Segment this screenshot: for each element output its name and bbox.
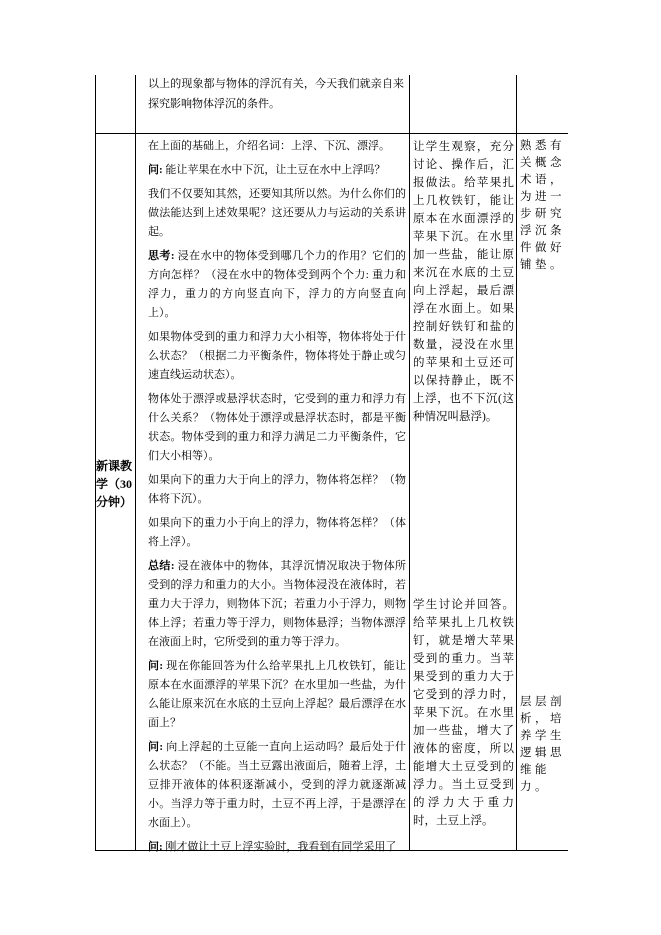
- intro-text: 以上的现象都与物体的浮沉有关，今天我们就亲自来探究影响物体浮沉的条件。: [148, 78, 404, 110]
- design-intent-bottom: 层层剖析，培养学生逻辑思维能力。: [520, 696, 565, 793]
- table-row-divider: [95, 133, 568, 134]
- table-border-intent-col: [516, 75, 517, 851]
- teaching-paragraph: 问: 现在你能回答为什么给苹果扎上几枚铁钉，能让原本在水面漂浮的苹果下沉？在水里加一些盐，为什么能让原来沉在水底的土豆向上浮起？最后漂浮在水面上？: [148, 660, 407, 729]
- teaching-paragraph: 问: 刚才做让土豆上浮实验时，我看到有同学采用了: [148, 841, 397, 853]
- teaching-paragraph: 总结: 浸在液体中的物体，其浮沉情况取决于物体所受到的浮力和重力的大小。当物体浸没在液体时，若重力大于浮力，则物体下沉；若重力小于浮力，则物体上浮；若重力等于浮力，则物体悬浮；当物体漂浮在液面上时，它所受到的重力等于浮力。: [148, 560, 407, 648]
- teaching-paragraph: 如果物体受到的重力和浮力大小相等，物体将处于什么状态？（根据二力平衡条件，物体将处于静止或匀速直线运动状态）。: [148, 331, 406, 381]
- stage-label: 新课教学（30分钟）: [96, 459, 133, 509]
- teaching-paragraph: 物体处于漂浮或悬浮状态时，它受到的重力和浮力有什么关系？（物体处于漂浮或悬浮状态时，都是平衡状态。物体受到的重力和浮力满足二力平衡条件，它们大小相等）。: [148, 393, 406, 462]
- teaching-paragraph: 问: 向上浮起的土豆能一直向上运动吗？最后处于什么状态？（不能。当土豆露出液面后，随着上浮，土豆排开液体的体积逐渐减小，受到的浮力就逐渐减小。当浮力等于重力时，土豆不再上浮，于是漂浮在水面上）。: [148, 741, 407, 829]
- teaching-content-cell: [148, 137, 406, 862]
- stage-label-cell: [96, 457, 135, 511]
- teaching-paragraph: 如果向下的重力大于向上的浮力，物体将怎样？（物体将下沉）。: [148, 474, 406, 505]
- teaching-paragraph: 问: 能让苹果在水中下沉，让土豆在水中上浮吗？: [148, 164, 386, 176]
- table-border-activity-col: [409, 75, 410, 851]
- design-intent-top: 熟悉有关概念术语，为进一步研究浮沉条件做好铺垫。: [520, 140, 565, 271]
- student-activity-top: 让学生观察，充分讨论、操作后，汇报做法。给苹果扎上几枚铁钉，能让原本在水面漂浮的苹果下沉。在水里加一些盐，能让原来沉在水底的土豆向上浮起，最后漂浮在水面上。如果控制好铁钉和盐的数量，浸没在水里的苹果和土豆还可以保持静止，既不上浮，也不下沉(这种情况叫悬浮)。: [413, 141, 514, 423]
- table-border-stage-col: [135, 75, 136, 851]
- teaching-paragraph: 我们不仅要知其然，还要知其所以然。为什么你们的做法能达到上述效果呢？这还要从力与运动的关系讲起。: [148, 188, 406, 238]
- teaching-paragraph: 思考: 浸在水中的物体受到哪几个力的作用？它们的方向怎样？（浸在水中的物体受到两个个力: 重力和浮力，重力的方向竖直向下，浮力的方向竖直向上）。: [148, 250, 407, 319]
- teaching-paragraph: 如果向下的重力小于向上的浮力，物体将怎样？（体将上浮）。: [148, 517, 406, 548]
- student-activity-bottom: 学生讨论并回答。给苹果扎上几枚铁钉，就是增大苹果受到的重力。当苹果受到的重力大于它受到的浮力时，苹果下沉。在水里加一些盐，增大了液体的密度，所以能增大土豆受到的浮力。当土豆受到的浮力大于重力时，土豆上浮。: [413, 599, 514, 827]
- teaching-paragraph: 在上面的基础上，介绍名词：上浮、下沉、漂浮。: [148, 140, 390, 152]
- intro-row-text: [148, 74, 404, 114]
